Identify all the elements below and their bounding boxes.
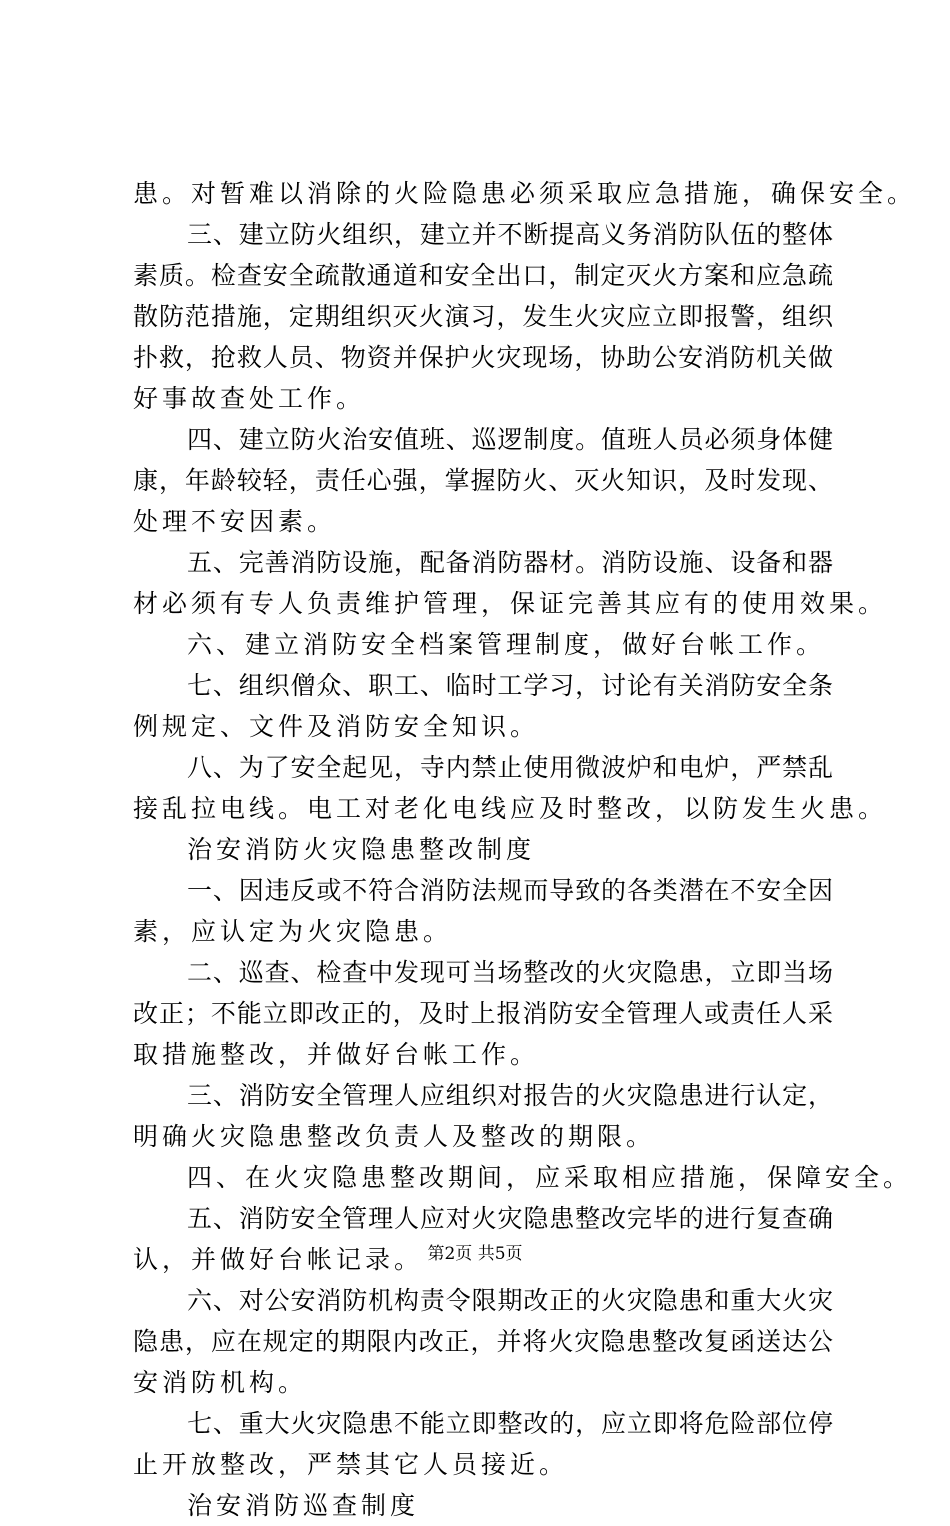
text-line: 接乱拉电线。电工对老化电线应及时整改，以防发生火患。	[133, 794, 888, 823]
paragraph-7-start: 七、组织僧众、职工、临时工学习，讨论有关消防安全条	[187, 671, 833, 700]
rectification-item-6-start: 六、对公安消防机构责令限期改正的火灾隐患和重大火灾	[187, 1286, 833, 1315]
page-number-footer: 第2页 共5页	[427, 1244, 523, 1264]
rectification-item-2-start: 二、巡查、检查中发现可当场整改的火灾隐患，立即当场	[187, 958, 833, 987]
text-line: 处理不安因素。	[133, 507, 337, 536]
text-line: 止开放整改，严禁其它人员接近。	[133, 1450, 569, 1479]
rectification-item-3-start: 三、消防安全管理人应组织对报告的火灾隐患进行认定，	[187, 1081, 833, 1110]
section-heading-patrol: 治安消防巡查制度	[187, 1491, 420, 1520]
text-line: 患。对暂难以消除的火险隐患必须采取应急措施，确保安全。	[133, 179, 917, 208]
section-heading-rectification: 治安消防火灾隐患整改制度	[187, 835, 536, 864]
text-line: 明确火灾隐患整改负责人及整改的期限。	[133, 1122, 656, 1151]
text-line: 认，并做好台帐记录。	[133, 1245, 424, 1274]
text-line: 素质。检查安全疏散通道和安全出口，制定灭火方案和应急疏	[133, 261, 833, 290]
paragraph-3-start: 三、建立防火组织，建立并不断提高义务消防队伍的整体	[187, 220, 833, 249]
text-line: 隐患，应在规定的期限内改正，并将火灾隐患整改复函送达公	[133, 1327, 833, 1356]
text-line: 材必须有专人负责维护管理，保证完善其应有的使用效果。	[133, 589, 888, 618]
paragraph-6: 六、建立消防安全档案管理制度，做好台帐工作。	[187, 630, 826, 659]
text-line: 改正；不能立即改正的，及时上报消防安全管理人或责任人采	[133, 999, 833, 1028]
paragraph-8-start: 八、为了安全起见，寺内禁止使用微波炉和电炉，严禁乱	[187, 753, 833, 782]
text-line: 素，应认定为火灾隐患。	[133, 917, 453, 946]
text-line: 例规定、文件及消防安全知识。	[133, 712, 540, 741]
text-line: 扑救，抢救人员、物资并保护火灾现场，协助公安消防机关做	[133, 343, 833, 372]
rectification-item-5-start: 五、消防安全管理人应对火灾隐患整改完毕的进行复查确	[187, 1204, 833, 1233]
text-line: 康，年龄较轻，责任心强，掌握防火、灭火知识，及时发现、	[133, 466, 833, 495]
paragraph-4-start: 四、建立防火治安值班、巡逻制度。值班人员必须身体健	[187, 425, 833, 454]
text-line: 散防范措施，定期组织灭火演习，发生火灾应立即报警，组织	[133, 302, 833, 331]
rectification-item-4: 四、在火灾隐患整改期间，应采取相应措施，保障安全。	[187, 1163, 913, 1192]
text-line: 取措施整改，并做好台帐工作。	[133, 1040, 540, 1069]
rectification-item-1-start: 一、因违反或不符合消防法规而导致的各类潜在不安全因	[187, 876, 833, 905]
document-body	[133, 173, 917, 1526]
paragraph-5-start: 五、完善消防设施，配备消防器材。消防设施、设备和器	[187, 548, 833, 577]
text-line: 安消防机构。	[133, 1368, 308, 1397]
rectification-item-7-start: 七、重大火灾隐患不能立即整改的，应立即将危险部位停	[187, 1409, 833, 1438]
text-line: 好事故查处工作。	[133, 384, 366, 413]
